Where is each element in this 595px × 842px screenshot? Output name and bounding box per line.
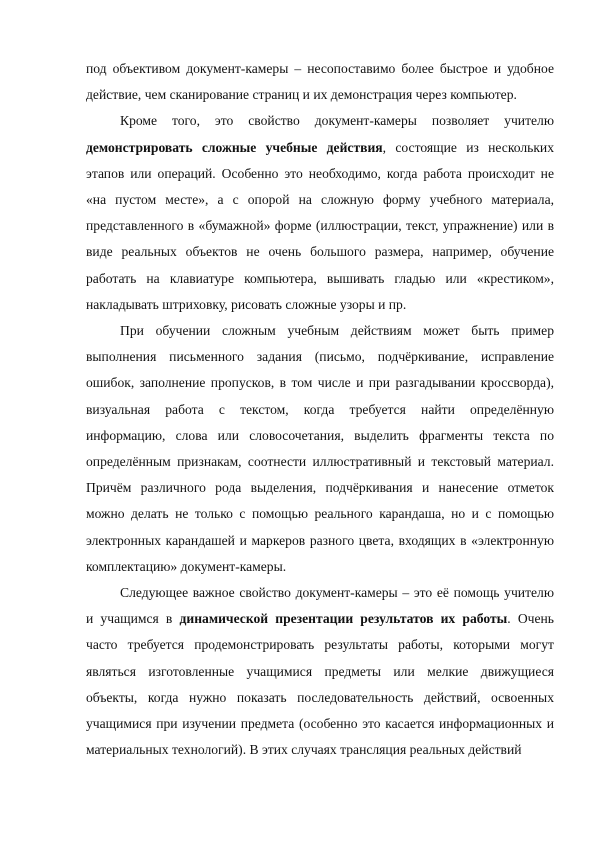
document-page <box>86 56 554 763</box>
paragraph-text: под объективом документ-камеры – несопоставимо более быстрое и удобное действие, чем сканирование страниц и их демонстрация через компьютер. <box>86 61 554 103</box>
paragraph-complex-actions <box>86 108 554 318</box>
paragraph-continuation <box>86 56 554 108</box>
paragraph-dynamic-presentation <box>86 580 554 763</box>
paragraph-text-start: Кроме того, это свойство документ-камеры позволяет учителю <box>120 113 554 129</box>
emphasized-phrase: демонстрировать сложные учебные действия <box>86 139 383 155</box>
paragraph-text: При обучении сложным учебным действиям может быть пример выполнения письменного задания (письмо, подчёркивание, исправление ошибок, заполнение пропусков, в том числе и при разгадывании кроссворда), визуальная работа с текстом, когда требуется найти определённую информацию, слова или словосочетания, выделить фрагменты текста по определённым признакам, соотнести иллюстративный и текстовый материал. Причём различного рода выделения, подчёркивания и нанесение отметок можно делать не только с помощью реального карандаша, но и с помощью электронных карандашей и маркеров разного цвета, входящих в «электронную комплектацию» документ-камеры. <box>86 323 554 574</box>
paragraph-teaching-examples <box>86 318 554 580</box>
paragraph-text-end: , состоящие из нескольких этапов или операций. Особенно это необходимо, когда работа происходит не «на пустом месте», а с опорой на сложную форму учебного материала, представленного в «бумажной» форме (иллюстрации, текст, упражнение) или в виде реальных объектов не очень большого размера, например, обучение работать на клавиатуре компьютера, вышивать гладью или «крестиком», накладывать штриховку, рисовать сложные узоры и пр. <box>86 139 555 312</box>
emphasized-phrase: динамической презентации результатов их работы <box>179 611 508 627</box>
paragraph-text-end: . Очень часто требуется продемонстрировать результаты работы, которыми могут являться изготовленные учащимися предметы или мелкие движущиеся объекты, когда нужно показать последовательность действий, освоенных учащимися при изучении предмета (особенно это касается информационных и материальных технологий). В этих случаях трансляция реальных действий <box>86 611 554 758</box>
paragraph-text-start: Следующее важное свойство документ-камеры – это её помощь учителю и учащимся в <box>86 585 554 627</box>
